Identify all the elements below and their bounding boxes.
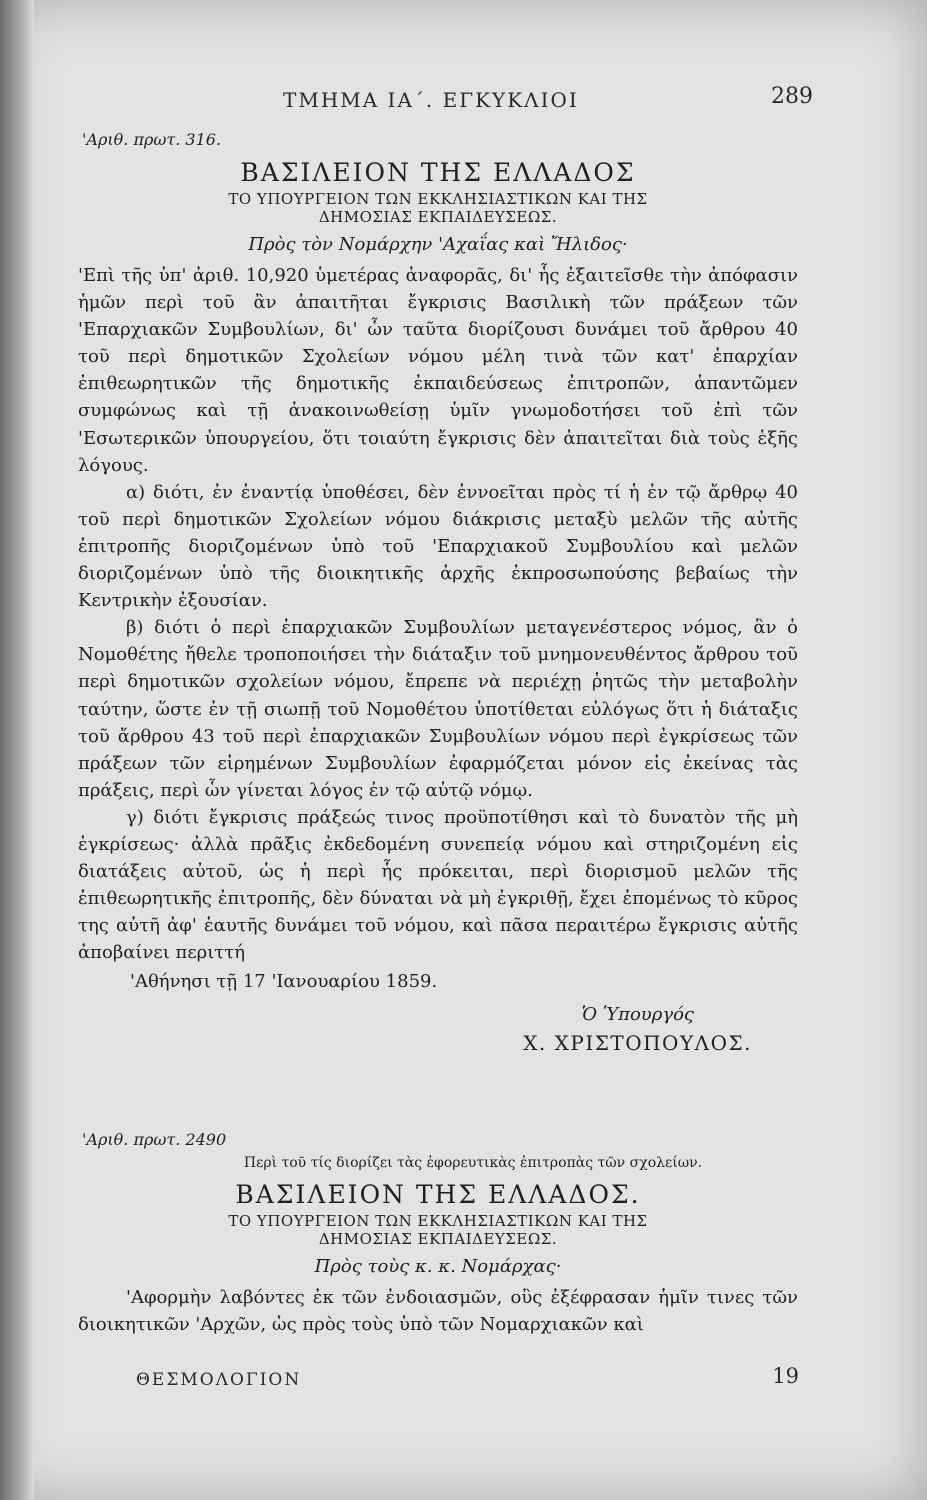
- circular-316: [78, 128, 798, 1058]
- date-line: 'Αθήνησι τῇ 17 'Ιανουαρίου 1859.: [130, 971, 438, 993]
- ministry-heading-line-2: ΔΗΜΟΣΙΑΣ ΕΚΠΑΙΔΕΥΣΕΩΣ.: [318, 208, 558, 226]
- addressee: Πρὸς τοὺς κ. κ. Νομάρχας·: [314, 1256, 562, 1277]
- paragraph-alpha: α) διότι, ἐν ἐναντίᾳ ὑποθέσει, δὲν ἐννοεῖται πρὸς τί ἡ ἐν τῷ ἄρθρῳ 40 τοῦ περὶ δημοτικῶν Σχολείων νόμου διάκρισις μεταξὺ μελῶν τῆς αὐτῆς ἐπιτροπῆς διοριζομένων ὑπὸ τοῦ 'Επαρχιακοῦ Συμβουλίου καὶ μελῶν διοριζομένων ὑπὸ τῆς διοικητικῆς ἀρχῆς ἐκπροσωπούσης βεβαίως τὴν Κεντρικὴν ἐξουσίαν.: [78, 481, 798, 612]
- protocol-number: 'Αριθ. πρωτ. 316.: [82, 130, 222, 149]
- kingdom-heading: ΒΑΣΙΛΕΙΟΝ ΤΗΣ ΕΛΛΑΔΟΣ: [240, 158, 636, 187]
- protocol-number: 'Αριθ. πρωτ. 2490: [82, 1130, 227, 1149]
- page-number: 289: [771, 84, 813, 109]
- kingdom-heading: ΒΑΣΙΛΕΙΟΝ ΤΗΣ ΕΛΛΑΔΟΣ.: [235, 1180, 641, 1209]
- page-footer: [0, 1364, 927, 1394]
- running-header: [0, 84, 927, 118]
- subject-line: Περὶ τοῦ τίς διορίζει τὰς ἐφορευτικὰς ἐπιτροπὰς τῶν σχολείων.: [243, 1155, 703, 1171]
- signatory-title: Ὁ Ὑπουργός: [581, 1004, 694, 1026]
- ministry-heading-line-1: ΤΟ ΥΠΟΥΡΓΕΙΟΝ ΤΩΝ ΕΚΚΛΗΣΙΑΣΤΙΚΩΝ ΚΑΙ ΤΗΣ: [228, 190, 648, 208]
- paragraph-intro: 'Αφορμὴν λαβόντες ἐκ τῶν ἐνδοιασμῶν, οὓς ἐξέφρασαν ἡμῖν τινες τῶν διοικητικῶν 'Αρχῶν, ὡς πρὸς τοὺς ὑπὸ τῶν Νομαρχιακῶν καὶ: [78, 1287, 798, 1336]
- signatory-name: Χ. ΧΡΙΣΤΟΠΟΥΛΟΣ.: [523, 1031, 752, 1056]
- running-title: ΤΜΗΜΑ ΙΑ΄. ΕΓΚΥΚΛΙΟΙ: [283, 88, 579, 112]
- paragraph-intro: 'Επὶ τῆς ὑπ' ἀριθ. 10,920 ὑμετέρας ἀναφορᾶς, δι' ἧς ἐξαιτεῖσθε τὴν ἀπόφασιν ἡμῶν περὶ τοῦ ἂν ἀπαιτῆται ἔγκρισις Βασιλικὴ τῶν πράξεων τῶν 'Επαρχιακῶν Συμβουλίων, δι' ὧν ταῦτα διορίζουσι δυνάμει τοῦ ἄρθρου 40 τοῦ περὶ δημοτικῶν Σχολείων νόμου μέλη τινὰ τῶν κατ' ἐπαρχίαν ἐπιθεωρητικῶν τῆς δημοτικῆς ἐκπαιδεύσεως ἐπιτροπῶν, ἀπαντῶμεν συμφώνως καὶ τῇ ἀνακοινωθείσῃ ὑμῖν γνωμοδοτήσει τοῦ ἐπὶ τῶν 'Εσωτερικῶν ὑπουργείου, ὅτι τοιαύτη ἔγκρισις δὲν ἀπαιτεῖται διὰ τοὺς ἑξῆς λόγους.: [78, 265, 798, 476]
- addressee: Πρὸς τὸν Νομάρχην 'Αχαΐας καὶ Ἤλιδος·: [248, 234, 628, 255]
- paragraph-gamma: γ) διότι ἔγκρισις πράξεώς τινος προϋποτίθησι καὶ τὸ δυνατὸν τῆς μὴ ἐγκρίσεως· ἀλλὰ πρᾶξις ἐκδεδομένη συνεπείᾳ νόμου καὶ στηριζομένη εἰς διατάξεις αὐτοῦ, ὡς ἡ περὶ ἧς πρόκειται, περὶ διορισμοῦ μελῶν τῆς ἐπιθεωρητικῆς ἐπιτροπῆς, δὲν δύναται νὰ μὴ ἐγκριθῇ, ἔχει ἐπομένως τὸ κῦρος της αὐτῆ ἀφ' ἑαυτῆς δυνάμει τοῦ νόμου, καὶ πᾶσα περαιτέρω ἔγκρισις αὐτῆς ἀποβαίνει περιττή: [78, 806, 798, 964]
- paragraph-beta: β) διότι ὁ περὶ ἐπαρχιακῶν Συμβουλίων μεταγενέστερος νόμος, ἂν ὁ Νομοθέτης ἤθελε τροποποιήσει τὴν διάταξιν τοῦ μνημονευθέντος ἄρθρου τοῦ περὶ δημοτικῶν σχολείων νόμου, ἔπρεπε νὰ περιέχῃ ῥητῶς τὴν μεταβολὴν ταύτην, ὥστε ἐν τῇ σιωπῇ τοῦ Νομοθέτου ὑποτίθεται εὐλόγως ὅτι ἡ διάταξις τοῦ ἄρθρου 43 τοῦ περὶ ἐπαρχιακῶν Συμβουλίων νόμου περὶ ἐγκρίσεως τῶν πράξεων τῶν εἰρημένων Συμβουλίων ἐφαρμόζεται μόνον εἰς ἐκείνας τὰς πράξεις, περὶ ὧν γίνεται λόγος ἐν τῷ αὐτῷ νόμῳ.: [78, 617, 798, 801]
- signature-mark: 19: [772, 1364, 799, 1388]
- ministry-heading-line-2: ΔΗΜΟΣΙΑΣ ΕΚΠΑΙΔΕΥΣΕΩΣ.: [318, 1230, 558, 1248]
- ministry-heading-line-1: ΤΟ ΥΠΟΥΡΓΕΙΟΝ ΤΩΝ ΕΚΚΛΗΣΙΑΣΤΙΚΩΝ ΚΑΙ ΤΗΣ: [228, 1212, 648, 1230]
- circular-2490: [78, 1128, 798, 1338]
- footer-title: ΘΕΣΜΟΛΟΓΙΟΝ: [136, 1370, 302, 1390]
